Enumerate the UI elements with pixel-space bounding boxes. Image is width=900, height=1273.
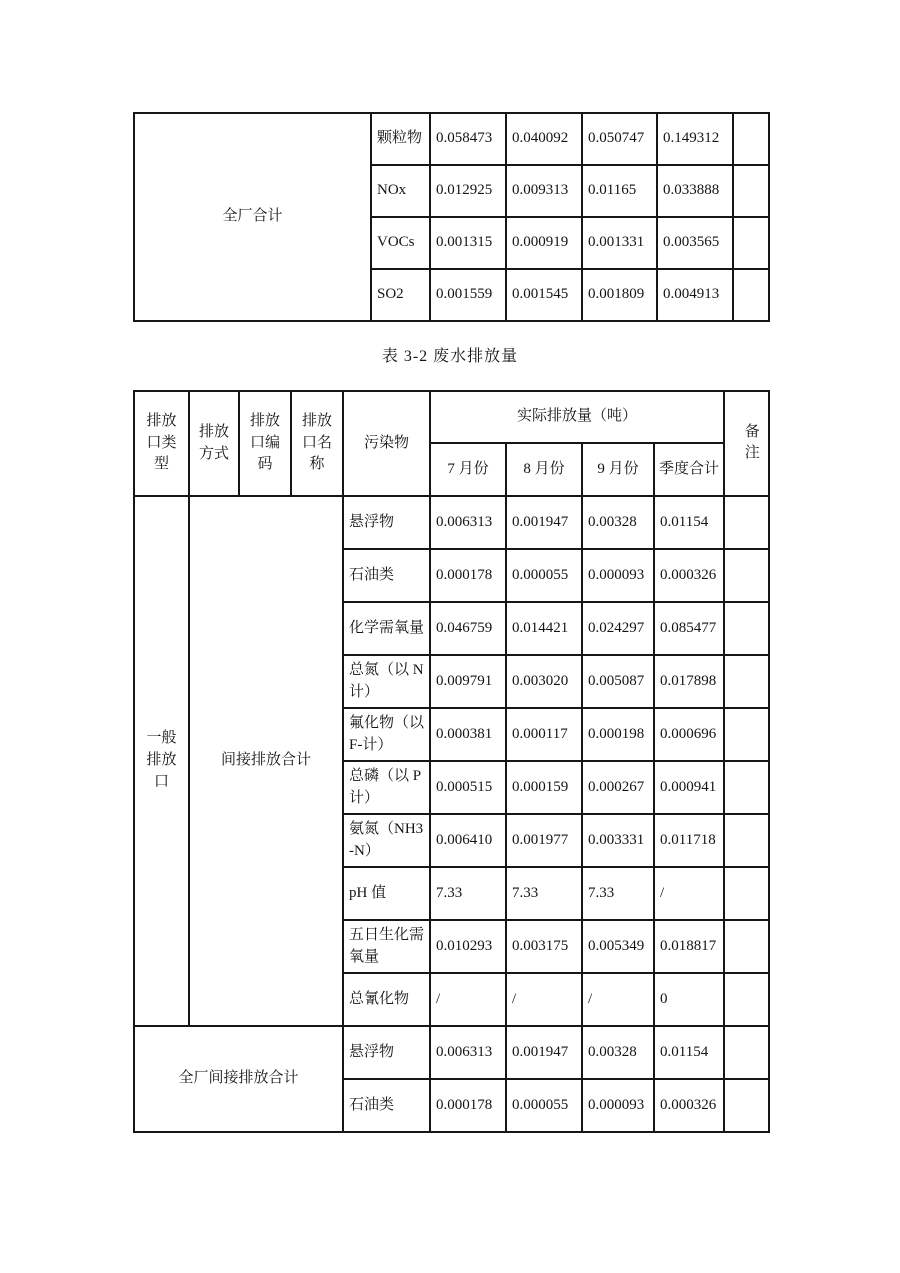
value-cell-jul: 0.006313 xyxy=(430,1026,506,1079)
value-cell-quarter: 0.000941 xyxy=(654,761,724,814)
remark-cell xyxy=(733,165,769,217)
value-cell-quarter: 0.000326 xyxy=(654,1079,724,1132)
table-row xyxy=(134,1026,769,1079)
value-cell-jul: 0.010293 xyxy=(430,920,506,973)
header-outlet-type: 排放口类型 xyxy=(134,391,189,496)
pollutant-cell: 颗粒物 xyxy=(371,113,430,165)
remark-cell xyxy=(724,602,769,655)
outlet-type-cell: 一般排放口 xyxy=(134,496,189,1026)
remark-cell xyxy=(724,867,769,920)
value-cell-aug: 7.33 xyxy=(506,867,582,920)
plant-total-label-cell: 全厂合计 xyxy=(134,113,371,321)
header-outlet-name: 排放口名称 xyxy=(291,391,343,496)
remark-cell xyxy=(724,496,769,549)
header-month-sep: 9 月份 xyxy=(582,443,654,496)
value-cell-quarter: 0.011718 xyxy=(654,814,724,867)
value-cell-sep: 0.005087 xyxy=(582,655,654,708)
value-cell-quarter: 0.004913 xyxy=(657,269,733,321)
value-cell-aug: 0.040092 xyxy=(506,113,582,165)
header-discharge-method: 排放方式 xyxy=(189,391,239,496)
pollutant-cell: 化学需氧量 xyxy=(343,602,430,655)
value-cell-aug: 0.000055 xyxy=(506,1079,582,1132)
pollutant-cell: 悬浮物 xyxy=(343,496,430,549)
header-quarter-total: 季度合计 xyxy=(654,443,724,496)
table-row xyxy=(134,113,769,165)
value-cell-jul: 0.006313 xyxy=(430,496,506,549)
value-cell-quarter: / xyxy=(654,867,724,920)
header-pollutant: 污染物 xyxy=(343,391,430,496)
value-cell-sep: 0.005349 xyxy=(582,920,654,973)
remark-cell xyxy=(724,1026,769,1079)
remark-cell xyxy=(733,113,769,165)
plant-total-table xyxy=(133,112,770,322)
value-cell-quarter: 0.01154 xyxy=(654,496,724,549)
value-cell-sep: 0.000198 xyxy=(582,708,654,761)
value-cell-aug: / xyxy=(506,973,582,1026)
header-outlet-code: 排放口编码 xyxy=(239,391,291,496)
header-remark-text: 备注 xyxy=(742,422,759,465)
value-cell-quarter: 0.01154 xyxy=(654,1026,724,1079)
value-cell-jul: 0.009791 xyxy=(430,655,506,708)
value-cell-jul: 0.000178 xyxy=(430,1079,506,1132)
value-cell-jul: 0.006410 xyxy=(430,814,506,867)
value-cell-jul: 0.000515 xyxy=(430,761,506,814)
value-cell-quarter: 0.018817 xyxy=(654,920,724,973)
pollutant-cell: SO2 xyxy=(371,269,430,321)
pollutant-cell: NOx xyxy=(371,165,430,217)
pollutant-cell: 氨氮（NH3-N） xyxy=(343,814,430,867)
value-cell-jul: 0.012925 xyxy=(430,165,506,217)
remark-cell xyxy=(724,973,769,1026)
pollutant-cell: VOCs xyxy=(371,217,430,269)
remark-cell xyxy=(724,761,769,814)
remark-cell xyxy=(724,920,769,973)
remark-cell xyxy=(724,655,769,708)
value-cell-sep: 0.00328 xyxy=(582,1026,654,1079)
value-cell-aug: 0.014421 xyxy=(506,602,582,655)
remark-cell xyxy=(733,269,769,321)
indirect-total-cell: 间接排放合计 xyxy=(189,496,343,1026)
table-row xyxy=(134,496,769,549)
pollutant-cell: 总磷（以 P 计） xyxy=(343,761,430,814)
value-cell-sep: 0.000093 xyxy=(582,1079,654,1132)
value-cell-jul: 0.001315 xyxy=(430,217,506,269)
value-cell-sep: 0.003331 xyxy=(582,814,654,867)
pollutant-cell: 氟化物（以 F-计） xyxy=(343,708,430,761)
value-cell-jul: 0.058473 xyxy=(430,113,506,165)
value-cell-aug: 0.001947 xyxy=(506,1026,582,1079)
value-cell-aug: 0.000117 xyxy=(506,708,582,761)
value-cell-quarter: 0.000326 xyxy=(654,549,724,602)
pollutant-cell: 五日生化需氧量 xyxy=(343,920,430,973)
pollutant-cell: 石油类 xyxy=(343,549,430,602)
value-cell-quarter: 0.000696 xyxy=(654,708,724,761)
table-caption: 表 3-2 废水排放量 xyxy=(381,348,519,365)
value-cell-sep: 0.01165 xyxy=(582,165,657,217)
value-cell-aug: 0.001977 xyxy=(506,814,582,867)
value-cell-sep: 0.000093 xyxy=(582,549,654,602)
pollutant-cell: pH 值 xyxy=(343,867,430,920)
pollutant-cell: 总氮（以 N 计） xyxy=(343,655,430,708)
value-cell-jul: 7.33 xyxy=(430,867,506,920)
pollutant-cell: 石油类 xyxy=(343,1079,430,1132)
header-actual-amount: 实际排放量（吨） xyxy=(430,391,724,443)
pollutant-cell: 总氰化物 xyxy=(343,973,430,1026)
remark-cell xyxy=(724,549,769,602)
value-cell-quarter: 0 xyxy=(654,973,724,1026)
value-cell-quarter: 0.003565 xyxy=(657,217,733,269)
value-cell-quarter: 0.085477 xyxy=(654,602,724,655)
remark-cell xyxy=(724,708,769,761)
value-cell-aug: 0.003175 xyxy=(506,920,582,973)
value-cell-aug: 0.003020 xyxy=(506,655,582,708)
value-cell-jul: / xyxy=(430,973,506,1026)
header-month-jul: 7 月份 xyxy=(430,443,506,496)
value-cell-aug: 0.001545 xyxy=(506,269,582,321)
value-cell-quarter: 0.149312 xyxy=(657,113,733,165)
value-cell-quarter: 0.017898 xyxy=(654,655,724,708)
value-cell-quarter: 0.033888 xyxy=(657,165,733,217)
value-cell-sep: 0.00328 xyxy=(582,496,654,549)
value-cell-jul: 0.000381 xyxy=(430,708,506,761)
value-cell-aug: 0.009313 xyxy=(506,165,582,217)
value-cell-sep: 0.001331 xyxy=(582,217,657,269)
value-cell-sep: 0.001809 xyxy=(582,269,657,321)
remark-cell xyxy=(724,1079,769,1132)
plant-indirect-total-cell: 全厂间接排放合计 xyxy=(134,1026,343,1132)
value-cell-sep: 0.000267 xyxy=(582,761,654,814)
header-row-main xyxy=(134,391,769,443)
value-cell-aug: 0.000919 xyxy=(506,217,582,269)
value-cell-jul: 0.001559 xyxy=(430,269,506,321)
value-cell-sep: 0.024297 xyxy=(582,602,654,655)
remark-cell xyxy=(724,814,769,867)
value-cell-aug: 0.001947 xyxy=(506,496,582,549)
value-cell-sep: 7.33 xyxy=(582,867,654,920)
header-month-aug: 8 月份 xyxy=(506,443,582,496)
value-cell-aug: 0.000055 xyxy=(506,549,582,602)
wastewater-table xyxy=(133,390,770,1133)
remark-cell xyxy=(733,217,769,269)
value-cell-sep: 0.050747 xyxy=(582,113,657,165)
pollutant-cell: 悬浮物 xyxy=(343,1026,430,1079)
value-cell-sep: / xyxy=(582,973,654,1026)
value-cell-jul: 0.046759 xyxy=(430,602,506,655)
header-remark xyxy=(724,391,769,496)
value-cell-jul: 0.000178 xyxy=(430,549,506,602)
value-cell-aug: 0.000159 xyxy=(506,761,582,814)
